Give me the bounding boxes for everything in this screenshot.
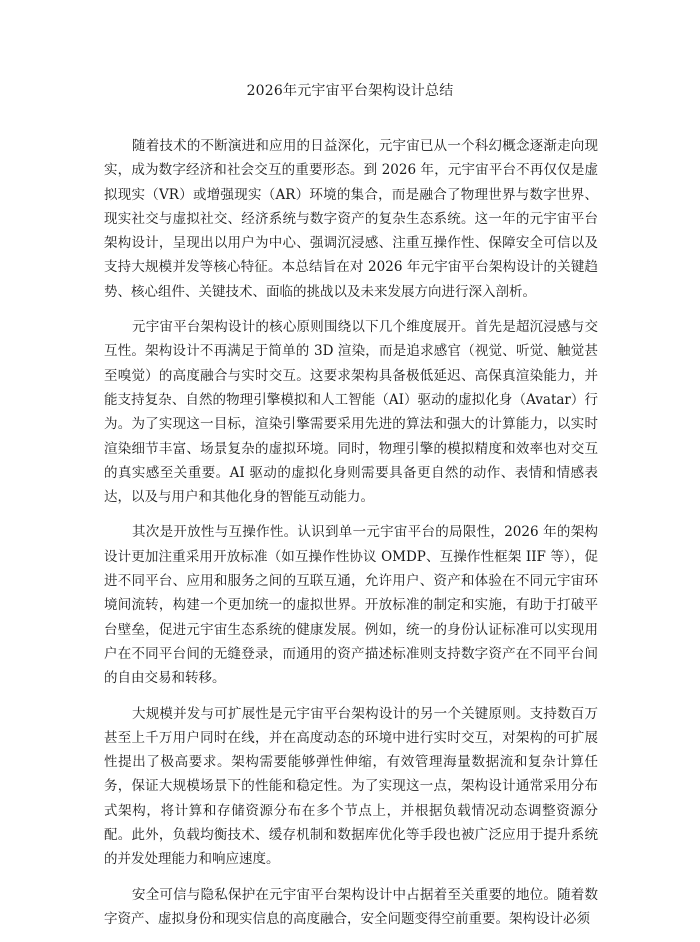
paragraph-interoperability: 其次是开放性与互操作性。认识到单一元宇宙平台的局限性，2026 年的架构设计更加注重采用开放标准（如互操作性协议 OMDP、互操作性框架 IIF 等），促进不同平台、应用和服务之间的互联互通，允许用户、资产和体验在不同元宇宙环境间流转，构建一个更加统一的虚拟世界。开放标准的制定和实施，有助于打破平台壁垒，促进元宇宙生态系统的健康发展。例如，统一的身份认证标准可以实现用户在不同平台间的无缝登录，而通用的资产描述标准则支持数字资产在不同平台间的自由交易和转移。: [104, 524, 598, 687]
paragraph-security: 安全可信与隐私保护在元宇宙平台架构设计中占据着至关重要的地位。随着数字资产、虚拟身份和现实信息的高度融合，安全问题变得空前重要。架构设计必须: [104, 886, 598, 927]
paragraph-scalability: 大规模并发与可扩展性是元宇宙平台架构设计的另一个关键原则。支持数百万甚至上千万用户同时在线，并在高度动态的环境中进行实时交互，对架构的可扩展性提出了极高要求。架构需要能够弹性伸缩，有效管理海量数据流和复杂计算任务，保证大规模场景下的性能和稳定性。为了实现这一点，架构设计通常采用分布式架构，将计算和存储资源分布在多个节点上，并根据负载情况动态调整资源分配。此外，负载均衡技术、缓存机制和数据库优化等手段也被广泛应用于提升系统的并发处理能力和响应速度。: [104, 705, 598, 868]
paragraph-intro: 随着技术的不断演进和应用的日益深化，元宇宙已从一个科幻概念逐渐走向现实，成为数字经济和社会交互的重要形态。到 2026 年，元宇宙平台不再仅仅是虚拟现实（VR）或增强现实（AR）环境的集合，而是融合了物理世界与数字世界、现实社交与虚拟社交、经济系统与数字资产的复杂生态系统。这一年的元宇宙平台架构设计，呈现出以用户为中心、强调沉浸感、注重互操作性、保障安全可信以及支持大规模并发等核心特征。本总结旨在对 2026 年元宇宙平台架构设计的关键趋势、核心组件、关键技术、面临的挑战以及未来发展方向进行深入剖析。: [104, 138, 598, 300]
document-body: [104, 134, 598, 942]
document-title: 2026年元宇宙平台架构设计总结: [246, 83, 454, 99]
paragraph-immersion: 元宇宙平台架构设计的核心原则围绕以下几个维度展开。首先是超沉浸感与交互性。架构设计不再满足于简单的 3D 渲染，而是追求感官（视觉、听觉、触觉甚至嗅觉）的高度融合与实时交互。这要求架构具备极低延迟、高保真渲染能力，并能支持复杂、自然的物理引擎模拟和人工智能（AI）驱动的虚拟化身（Avatar）行为。为了实现这一目标，渲染引擎需要采用先进的算法和强大的计算能力，以实时渲染细节丰富、场景复杂的虚拟环境。同时，物理引擎的模拟精度和效率也对交互的真实感至关重要。AI 驱动的虚拟化身则需要具备更自然的动作、表情和情感表达，以及与用户和其他化身的智能互动能力。: [104, 319, 598, 506]
